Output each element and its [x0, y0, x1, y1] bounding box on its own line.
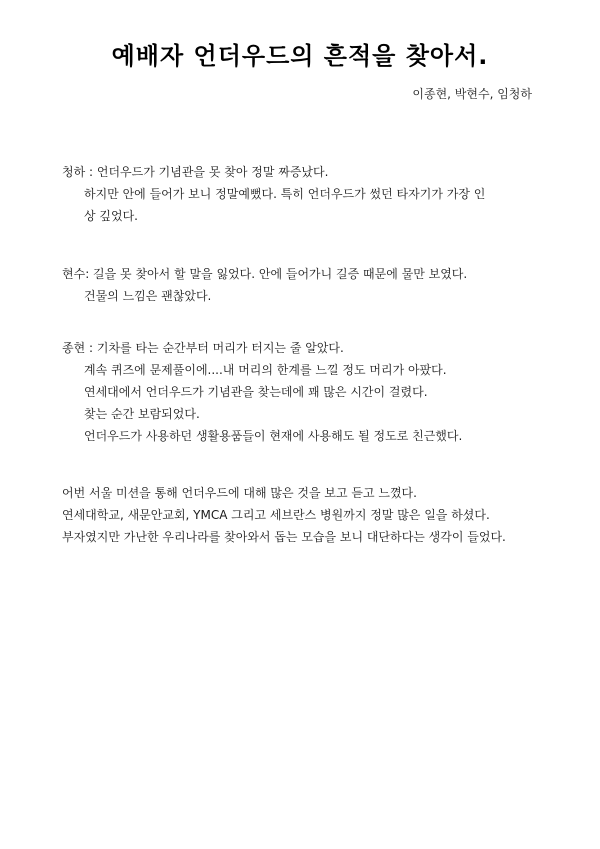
- closing-line: 부자였지만 가난한 우리나라를 찾아와서 돕는 모습을 보니 대단하다는 생각이 들었다.: [62, 530, 506, 544]
- entry-continuation: 계속 퀴즈에 문제풀이에....내 머리의 한계를 느낄 정도 머리가 아팠다.: [84, 363, 447, 377]
- entry-first-line: [62, 263, 552, 285]
- speaker-name: 현수: [62, 267, 86, 281]
- entry-continuation: 상 깊었다.: [84, 209, 138, 223]
- speaker-separator: :: [85, 165, 97, 179]
- entry-continuation: 언더우드가 사용하던 생활용품들이 현재에 사용해도 될 정도로 친근했다.: [84, 429, 463, 443]
- entry-text: 길을 못 찾아서 할 말을 잃었다. 안에 들어가니 길증 때문에 물만 보였다.: [93, 267, 468, 281]
- entry-text: 언더우드가 기념관을 못 찾아 정말 짜증났다.: [96, 165, 329, 179]
- entry-continuation: 연세대에서 언더우드가 기념관을 찾는데에 꽤 많은 시간이 걸렸다.: [84, 385, 428, 399]
- closing-line: 연세대학교, 새문안교회, YMCA 그리고 세브란스 병원까지 정말 많은 일을 하셨다.: [62, 508, 490, 522]
- entry-text: 기차를 타는 순간부터 머리가 터지는 줄 알았다.: [96, 341, 344, 355]
- entry-hyunsu: [62, 263, 552, 307]
- entry-jonghyun: [62, 337, 552, 447]
- speaker-separator: :: [85, 267, 94, 281]
- speaker-separator: :: [85, 341, 97, 355]
- entry-continuation: 건물의 느낌은 괜찮았다.: [84, 289, 212, 303]
- speaker-name: 종현: [62, 341, 86, 355]
- closing-paragraph: [62, 482, 562, 548]
- entry-continuation: 찾는 순간 보람되었다.: [84, 407, 200, 421]
- authors-line: 이종현, 박현수, 임청하: [412, 87, 532, 101]
- closing-line: 어번 서울 미션을 통해 언더우드에 대해 많은 것을 보고 듣고 느꼈다.: [62, 486, 417, 500]
- entry-chungha: [62, 161, 552, 227]
- entry-first-line: [62, 337, 552, 359]
- entry-first-line: [62, 161, 552, 183]
- speaker-name: 청하: [62, 165, 86, 179]
- entry-continuation: 하지만 안에 들어가 보니 정말예뻤다. 특히 언더우드가 썼던 타자기가 가장 인: [84, 187, 486, 201]
- document-title: 예배자 언더우드의 흔적을 찾아서.: [111, 42, 489, 70]
